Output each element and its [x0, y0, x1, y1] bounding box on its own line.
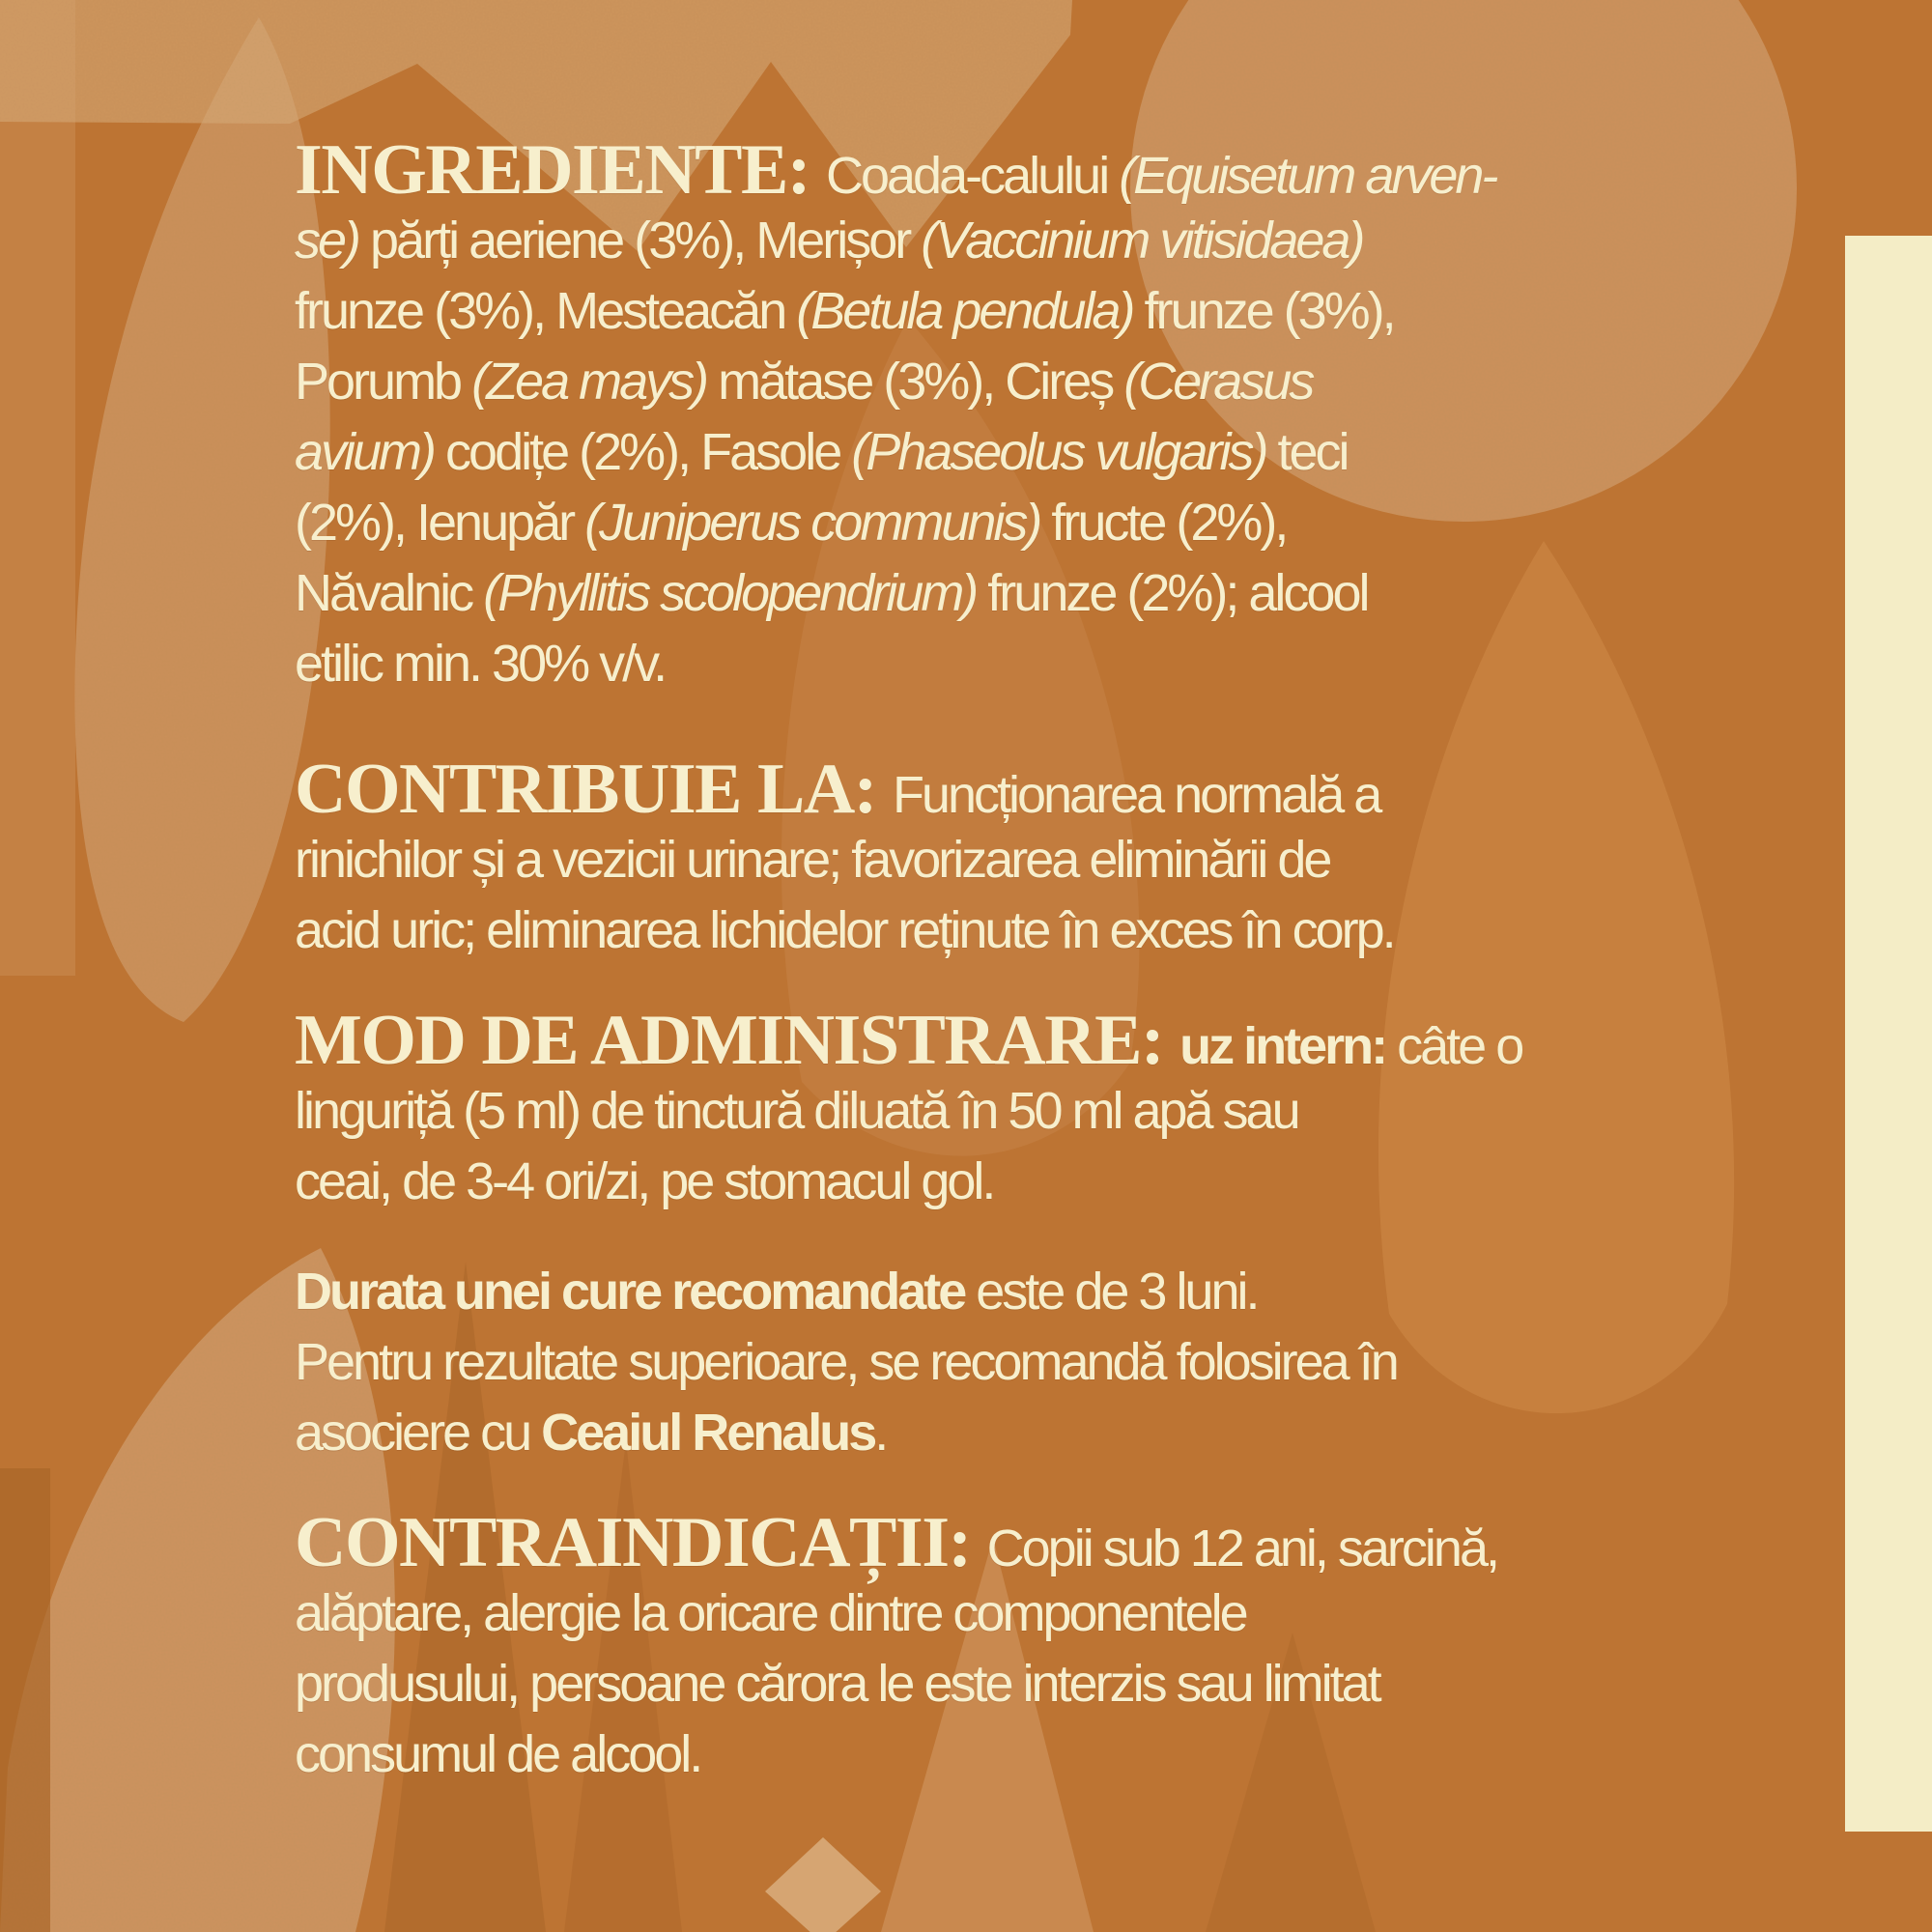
- text-segment-regular: Funcționarea normală a: [892, 766, 1380, 824]
- text-segment-italic: (Vaccinium vitisidaea): [921, 212, 1363, 270]
- text-segment-serif: CONTRAINDICAȚII:: [295, 1503, 987, 1582]
- text-line: [295, 1649, 1666, 1719]
- text-segment-regular: Pentru rezultate superioare, se recomandă folosirea în: [295, 1333, 1397, 1391]
- text-segment-regular: Coada-calului: [826, 147, 1120, 205]
- text-segment-italic: avium): [295, 423, 435, 481]
- text-segment-regular: ceai, de 3-4 ori/zi, pe stomacul gol.: [295, 1152, 994, 1210]
- text-segment-regular: consumul de alcool.: [295, 1725, 701, 1783]
- section-durata-cura: [295, 1257, 1666, 1468]
- text-segment-italic: (Zea mays): [471, 353, 707, 411]
- text-segment-regular: (2%), Ienupăr: [295, 494, 585, 552]
- text-line: [295, 206, 1666, 276]
- text-line: [295, 1719, 1666, 1790]
- section-mod-de-administrare: [295, 1001, 1666, 1217]
- label-text-block: [295, 130, 1666, 1830]
- text-segment-regular: alăptare, alergie la oricare dintre componentele: [295, 1584, 1246, 1642]
- text-segment-regular: frunze (3%),: [1132, 282, 1394, 340]
- section-ingrediente: [295, 130, 1666, 699]
- text-segment-italic: (Cerasus: [1123, 353, 1313, 411]
- text-line: [295, 1327, 1666, 1398]
- text-line: [295, 1147, 1666, 1217]
- text-segment-regular: Copii sub 12 ani, sarcină,: [986, 1520, 1497, 1577]
- text-segment-regular: asociere cu: [295, 1404, 542, 1462]
- text-segment-italic: (Phaseolus vulgaris): [851, 423, 1266, 481]
- text-segment-regular: părți aeriene (3%), Merișor: [358, 212, 922, 270]
- text-line: [295, 558, 1666, 629]
- text-segment-regular: rinichilor și a vezicii urinare; favorizarea eliminării de: [295, 831, 1330, 889]
- text-segment-regular: este de 3 luni.: [976, 1263, 1258, 1321]
- text-segment-italic: se): [295, 212, 359, 270]
- text-line: [295, 750, 1666, 829]
- text-segment-bold: Durata unei cure recomandate: [295, 1263, 977, 1321]
- text-segment-regular: mătase (3%), Cireș: [706, 353, 1124, 411]
- text-segment-regular: fructe (2%),: [1039, 494, 1287, 552]
- text-line: [295, 276, 1666, 347]
- left-light-column: [0, 0, 75, 976]
- text-line: [295, 895, 1666, 966]
- text-segment-bold: uz intern:: [1179, 1017, 1398, 1075]
- text-segment-serif: INGREDIENTE:: [295, 130, 826, 210]
- text-line: [295, 130, 1666, 210]
- text-segment-serif: CONTRIBUIE LA:: [295, 750, 893, 829]
- text-line: [295, 1001, 1666, 1080]
- text-line: [295, 488, 1666, 558]
- text-line: [295, 1257, 1666, 1327]
- text-segment-regular: frunze (2%); alcool: [976, 564, 1368, 622]
- text-segment-regular: produsului, persoane cărora le este interzis sau limitat: [295, 1655, 1379, 1713]
- text-line: [295, 1503, 1666, 1582]
- bottom-diamond: [765, 1837, 881, 1932]
- text-segment-regular: Porumb: [295, 353, 472, 411]
- text-segment-italic: (Betula pendula): [796, 282, 1133, 340]
- package-fold-strip: [1845, 236, 1932, 1832]
- text-segment-regular: câte o: [1397, 1017, 1522, 1075]
- text-line: [295, 629, 1666, 699]
- text-segment-regular: codițe (2%), Fasole: [434, 423, 852, 481]
- text-segment-regular: etilic min. 30% v/v.: [295, 635, 666, 693]
- text-segment-regular: acid uric; eliminarea lichidelor reținute în exces în corp.: [295, 901, 1394, 959]
- text-line: [295, 825, 1666, 895]
- text-line: [295, 1076, 1666, 1147]
- text-line: [295, 347, 1666, 417]
- text-segment-bold: Ceaiul Renalus: [541, 1404, 875, 1462]
- text-segment-serif: MOD DE ADMINISTRARE:: [295, 1001, 1180, 1080]
- text-segment-italic: (Juniperus communis): [584, 494, 1040, 552]
- top-left-leaf: [74, 17, 329, 1022]
- text-segment-regular: Năvalnic: [295, 564, 484, 622]
- bottom-left-dark-column: [0, 1468, 50, 1932]
- text-segment-regular: frunze (3%), Mesteacăn: [295, 282, 797, 340]
- section-contribuie-la: [295, 750, 1666, 966]
- text-line: [295, 417, 1666, 488]
- text-segment-regular: linguriță (5 ml) de tinctură diluată în 50 ml apă sau: [295, 1082, 1298, 1140]
- section-contraindicatii: [295, 1503, 1666, 1790]
- text-line: [295, 1398, 1666, 1468]
- text-segment-italic: (Phyllitis scolopendrium): [483, 564, 977, 622]
- text-segment-italic: (Equisetum arven-: [1119, 147, 1496, 205]
- text-segment-regular: .: [874, 1404, 887, 1462]
- text-line: [295, 1578, 1666, 1649]
- text-segment-regular: teci: [1265, 423, 1348, 481]
